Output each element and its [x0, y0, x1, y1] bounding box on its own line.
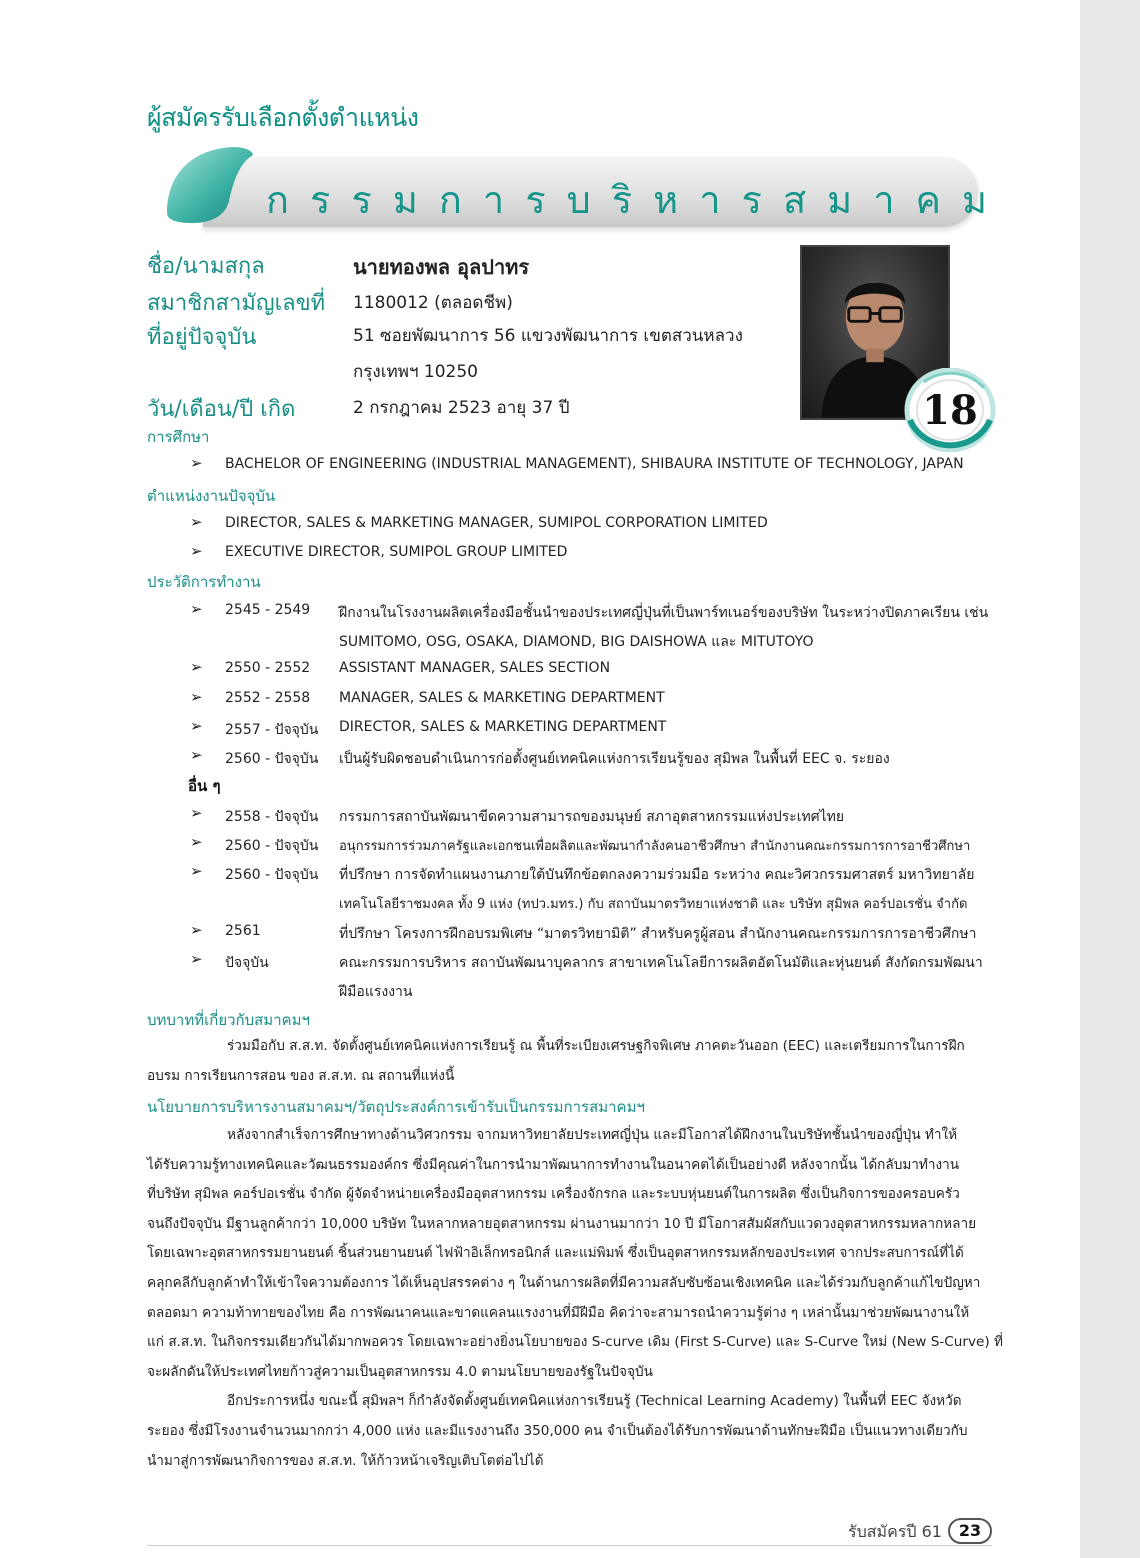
others-desc: เทคโนโลยีราชมงคล ทั้ง 9 แห่ง (ทปว.มทร.) กับ สถาบันมาตรวิทยาแห่งชาติ และ บริษัท สุมิพล คอร์ปอเรชั่น จำกัด: [339, 897, 968, 912]
bullet-arrow-icon: ➢: [190, 688, 203, 706]
bullet-arrow-icon: ➢: [190, 833, 203, 851]
policy-line: หลังจากสำเร็จการศึกษาทางด้านวิศวกรรม จากมหาวิทยาลัยประเทศญี่ปุ่น และมีโอกาสได้ฝึกงานในบริษัทชั้นนำของญี่ปุ่น ทำให้: [227, 1127, 958, 1143]
others-desc: คณะกรรมการบริหาร สถาบันพัฒนาบุคลากร สาขาเทคโนโลยีการผลิตอัตโนมัติและหุ่นยนต์ สังกัดกรมพัฒนา: [339, 955, 983, 971]
position-item: EXECUTIVE DIRECTOR, SUMIPOL GROUP LIMITED: [225, 544, 568, 560]
history-year: 2552 - 2558: [225, 690, 311, 706]
policy-line: ได้รับความรู้ทางเทคนิคและวัฒนธรรมองค์กร ซึ่งมีคุณค่าในการนำมาพัฒนาการทำงานในอนาคตได้เป็นอย่างดี หลังจากนั้น ได้กลับมาทำงาน: [147, 1156, 960, 1173]
address-line-2: กรุงเทพฯ 10250: [353, 362, 478, 382]
others-year: 2560 - ปัจจุบัน: [225, 838, 319, 854]
bullet-arrow-icon: ➢: [190, 454, 203, 472]
bullet-arrow-icon: ➢: [190, 746, 203, 764]
banner-title: กรรมการบริหารสมาคม: [266, 178, 1009, 222]
others-desc: ที่ปรึกษา โครงการฝึกอบรมพิเศษ “มาตรวิทยามิติ” สำหรับครูผู้สอน สำนักงานคณะกรรมการการอาชีวศึกษา: [339, 926, 977, 942]
policy-line: ที่บริษัท สุมิพล คอร์ปอเรชั่น จำกัด ผู้จัดจำหน่ายเครื่องมืออุตสาหกรรม เครื่องจักรกล และระบบหุ่นยนต์ในการผลิต ซึ่งเป็นกิจการของครอบครัว: [147, 1186, 960, 1203]
policy-line: ตลอดมา ความท้าทายของไทย คือ การพัฒนาคนและขาดแคลนแรงงานที่มีฝีมือ คิดว่าจะสามารถนำความรู้ต่าง ๆ เหล่านั้นมาช่วยพัฒนางานให้: [147, 1304, 970, 1321]
footer-label: รับสมัครปี 61: [848, 1522, 942, 1541]
section-kicker: ผู้สมัครรับเลือกตั้งตำแหน่ง: [147, 103, 419, 132]
bullet-arrow-icon: ➢: [190, 950, 203, 968]
others-desc: ที่ปรึกษา การจัดทำแผนงานภายใต้บันทึกข้อตกลงความร่วมมือ ระหว่าง คณะวิศวกรรมศาสตร์ มหาวิทยาลัย: [339, 867, 975, 883]
history-year: 2557 - ปัจจุบัน: [225, 722, 319, 738]
bullet-arrow-icon: ➢: [190, 804, 203, 822]
address-label: ที่อยู่ปัจจุบัน: [147, 325, 257, 350]
history-desc: DIRECTOR, SALES & MARKETING DEPARTMENT: [339, 719, 667, 735]
role-line: ร่วมมือกับ ส.ส.ท. จัดตั้งศูนย์เทคนิคแห่งการเรียนรู้ ณ พื้นที่ระเบียงเศรษฐกิจพิเศษ ภาคตะวันออก (EEC) และเตรียมการในการฝึก: [227, 1038, 965, 1054]
footer-divider: [147, 1545, 992, 1546]
role-line: อบรม การเรียนการสอน ของ ส.ส.ท. ณ สถานที่แห่งนี้: [147, 1067, 455, 1084]
policy-line: ระยอง ซึ่งมีโรงงานจำนวนมากกว่า 4,000 แห่ง และมีแรงงานถึง 350,000 คน จำเป็นต้องได้รับการพัฒนาด้านทักษะฝีมือ เป็นแนวทางเดียวกับ: [147, 1422, 968, 1439]
policy-paragraph: [147, 1121, 1003, 1476]
bullet-arrow-icon: ➢: [190, 658, 203, 676]
member-value: 1180012 (ตลอดชีพ): [353, 293, 513, 313]
others-desc: ฝีมือแรงงาน: [339, 984, 413, 1000]
history-desc: เป็นผู้รับผิดชอบดำเนินการก่อตั้งศูนย์เทคนิคแห่งการเรียนรู้ของ สุมิพล ในพื้นที่ EEC จ. ระยอง: [339, 751, 890, 767]
title-banner: [163, 143, 1009, 229]
policy-line: จะผลักดันให้ประเทศไทยก้าวสู่ความเป็นอุตสาหกรรม 4.0 ตามนโยบายของรัฐในปัจจุบัน: [147, 1363, 653, 1380]
page-edge-band: [1080, 0, 1140, 1558]
birth-label: วัน/เดือน/ปี เกิด: [147, 397, 296, 422]
others-desc: กรรมการสถาบันพัฒนาขีดความสามารถของมนุษย์ สภาอุตสาหกรรมแห่งประเทศไทย: [339, 809, 845, 825]
name-label: ชื่อ/นามสกุล: [147, 254, 265, 279]
policy-line: นำมาสู่การพัฒนากิจการของ ส.ส.ท. ให้ก้าวหน้าเจริญเติบโตต่อไปได้: [147, 1452, 544, 1469]
birth-value: 2 กรกฎาคม 2523 อายุ 37 ปี: [353, 398, 570, 418]
others-desc: อนุกรรมการร่วมภาครัฐและเอกชนเพื่อผลิตและพัฒนากำลังคนอาชีวศึกษา สำนักงานคณะกรรมการการอาชีวศึกษา: [339, 839, 971, 854]
history-year: 2545 - 2549: [225, 602, 311, 618]
bullet-arrow-icon: ➢: [190, 717, 203, 735]
leaf-icon: [163, 143, 255, 225]
member-label: สมาชิกสามัญเลขที่: [147, 291, 326, 316]
history-year: 2550 - 2552: [225, 660, 311, 676]
address-line-1: 51 ซอยพัฒนาการ 56 แขวงพัฒนาการ เขตสวนหลวง: [353, 326, 743, 346]
candidate-number: 18: [922, 386, 978, 434]
others-year: 2561: [225, 923, 261, 939]
bullet-arrow-icon: ➢: [190, 600, 203, 618]
others-year: 2558 - ปัจจุบัน: [225, 809, 319, 825]
history-desc: SUMITOMO, OSG, OSAKA, DIAMOND, BIG DAISHOWA และ MITUTOYO: [339, 634, 814, 650]
name-value: นายทองพล อุลปาทร: [353, 255, 530, 279]
others-title: อื่น ๆ: [188, 777, 221, 795]
role-title: บทบาทที่เกี่ยวกับสมาคมฯ: [147, 1011, 310, 1029]
others-year: 2560 - ปัจจุบัน: [225, 867, 319, 883]
role-paragraph: [147, 1032, 992, 1091]
others-year: ปัจจุบัน: [225, 955, 269, 971]
policy-line: คลุกคลีกับลูกค้าทำให้เข้าใจความต้องการ ได้เห็นอุปสรรคต่าง ๆ ในด้านการผลิตที่มีความสลับซับซ้อนเชิงเทคนิค และได้ร่วมกับลูกค้าแก้ไขปัญหา: [147, 1274, 981, 1291]
history-year: 2560 - ปัจจุบัน: [225, 751, 319, 767]
policy-line: แก่ ส.ส.ท. ในกิจกรรมเดียวกันได้มากพอควร โดยเฉพาะอย่างยิ่งนโยบายของ S-curve เดิม (First S-Curve) และ S-Curve ใหม่ (New S-Curve) ที่: [147, 1334, 1003, 1351]
candidate-number-badge: [904, 368, 996, 452]
education-title: การศึกษา: [147, 428, 210, 446]
bullet-arrow-icon: ➢: [190, 542, 203, 560]
education-item: BACHELOR OF ENGINEERING (INDUSTRIAL MANAGEMENT), SHIBAURA INSTITUTE OF TECHNOLOGY, JAPAN: [225, 456, 964, 472]
policy-title: นโยบายการบริหารงานสมาคมฯ/วัตถุประสงค์การเข้ารับเป็นกรรมการสมาคมฯ: [147, 1098, 645, 1116]
policy-line: จนถึงปัจจุบัน มีฐานลูกค้ากว่า 10,000 บริษัท ในหลากหลายอุตสาหกรรม ผ่านงานมากว่า 10 ปี มีโอกาสสัมผัสกับแวดวงอุตสาหกรรมหลากหลาย: [147, 1215, 977, 1232]
bullet-arrow-icon: ➢: [190, 862, 203, 880]
current-position-title: ตำแหน่งงานปัจจุบัน: [147, 487, 276, 505]
position-item: DIRECTOR, SALES & MARKETING MANAGER, SUMIPOL CORPORATION LIMITED: [225, 515, 768, 531]
history-desc: MANAGER, SALES & MARKETING DEPARTMENT: [339, 690, 665, 706]
bullet-arrow-icon: ➢: [190, 921, 203, 939]
bullet-arrow-icon: ➢: [190, 513, 203, 531]
policy-line: อีกประการหนึ่ง ขณะนี้ สุมิพลฯ ก็กำลังจัดตั้งศูนย์เทคนิคแห่งการเรียนรู้ (Technical Learning Academy) ในพื้นที่ EEC จังหวัด: [227, 1393, 962, 1410]
history-desc: ASSISTANT MANAGER, SALES SECTION: [339, 660, 611, 676]
page-number: 23: [948, 1518, 992, 1544]
policy-line: โดยเฉพาะอุตสาหกรรมยานยนต์ ชิ้นส่วนยานยนต์ ไฟฟ้าอิเล็กทรอนิกส์ และแม่พิมพ์ ซึ่งเป็นอุตสาหกรรมหลักของประเทศ จากประสบการณ์ที่ได้: [147, 1245, 964, 1262]
work-history-title: ประวัติการทำงาน: [147, 573, 261, 591]
history-desc: ฝึกงานในโรงงานผลิตเครื่องมือชั้นนำของประเทศญี่ปุ่นที่เป็นพาร์ทเนอร์ของบริษัท ในระหว่างปิดภาคเรียน เช่น: [339, 605, 989, 621]
